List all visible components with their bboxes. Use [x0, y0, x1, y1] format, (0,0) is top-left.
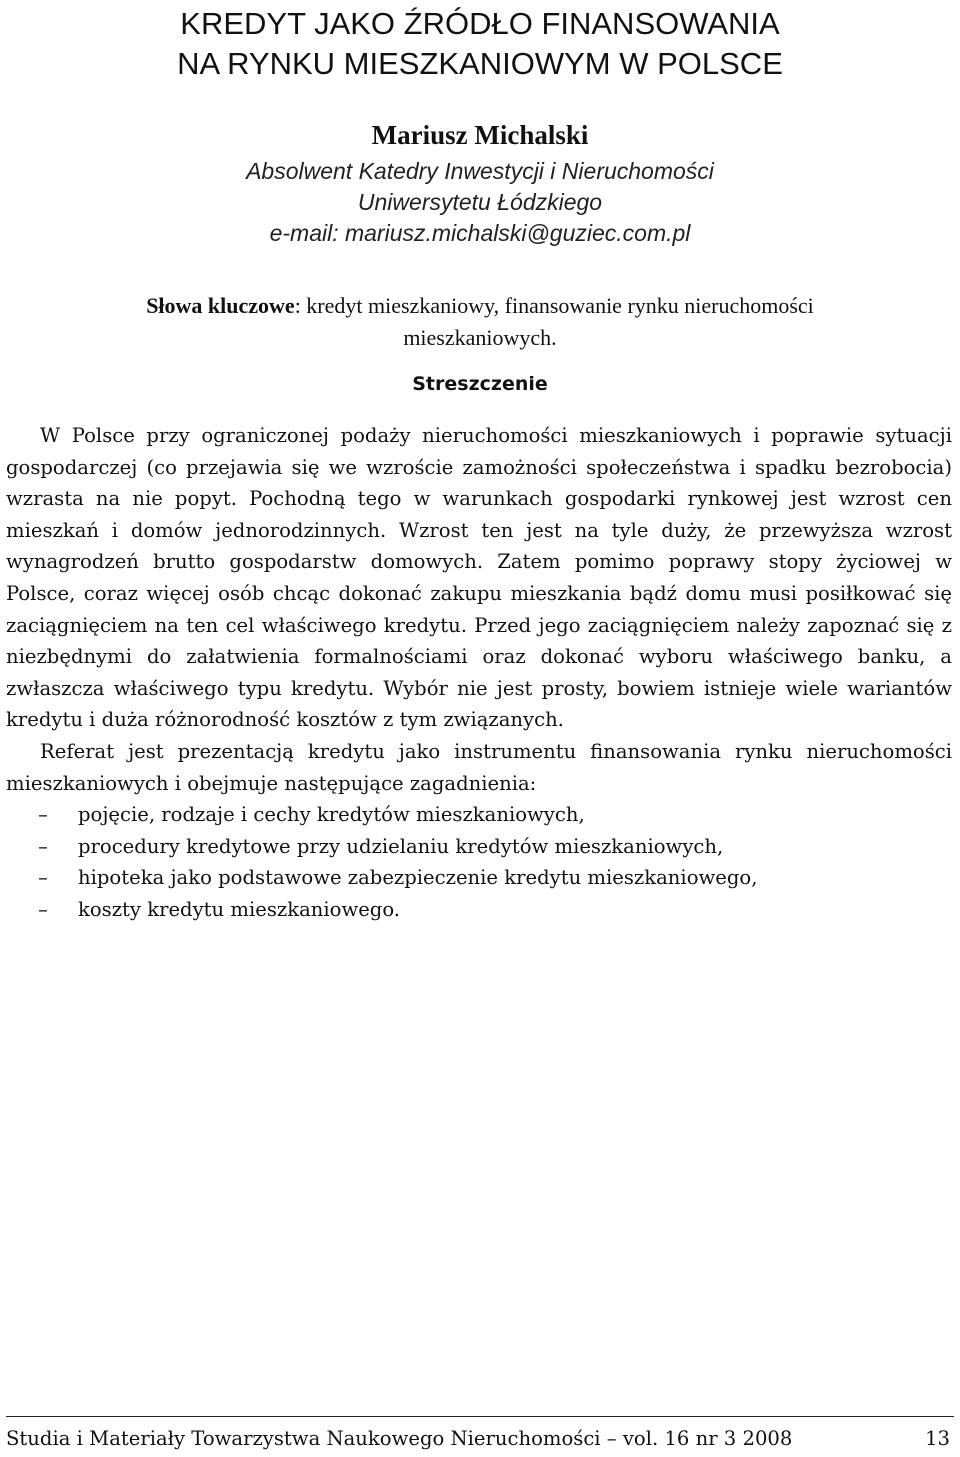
list-item [6, 799, 952, 831]
abstract-paragraph-2: Referat jest prezentacją kredytu jako instrumentu finansowania rynku nieruchomości mieszkaniowych i obejmuje następujące zagadnienia: [6, 739, 952, 795]
keywords-text-2: mieszkaniowych. [403, 325, 557, 350]
keywords-label: Słowa kluczowe [146, 293, 295, 318]
list-item-text: procedury kredytowe przy udzielaniu kredytów mieszkaniowych, [78, 834, 724, 858]
list-item [6, 862, 952, 894]
list-item-text: pojęcie, rodzaje i cechy kredytów mieszkaniowych, [78, 803, 585, 827]
abstract-heading: Streszczenie [412, 373, 548, 395]
abstract-body [6, 420, 952, 926]
keywords-line-1 [0, 290, 960, 322]
page-footer [6, 1424, 954, 1454]
list-dash: – [38, 897, 48, 921]
title-line-1: KREDYT JAKO ŹRÓDŁO FINANSOWANIA [180, 6, 780, 41]
list-item-text: hipoteka jako podstawowe zabezpieczenie kredytu mieszkaniowego, [78, 866, 758, 890]
author-affiliation [0, 156, 960, 249]
author-email: e-mail: mariusz.michalski@guziec.com.pl [269, 220, 691, 246]
abstract-paragraph-1: W Polsce przy ograniczonej podaży nieruchomości mieszkaniowych i poprawie sytuacji gospodarczej (co przejawia się we wzroście zamożności społeczeństwa i spadku bezrobocia) wzrasta na nie popyt. Pochodną tego w warunkach gospodarki rynkowej jest wzrost cen mieszkań i domów jednorodzinnych. Wzrost ten jest na tyle duży, że przewyższa wzrost wynagrodzeń brutto gospodarstw domowych. Zatem pomimo poprawy stopy życiowej w Polsce, coraz więcej osób chcąc dokonać zakupu mieszkania bądź domu musi posiłkować się zaciągnięciem na ten cel właściwego kredytu. Przed jego zaciągnięciem należy zapoznać się z niezbędnymi do załatwienia formalnościami oraz dokonać wyboru właściwego banku, a zwłaszcza właściwego typu kredytu. Wybór nie jest prosty, bowiem istnieje wiele wariantów kredytu i duża różnorodność kosztów z tym związanych. [6, 424, 952, 732]
affiliation-line-1: Absolwent Katedry Inwestycji i Nieruchomości [246, 158, 714, 184]
list-item [6, 894, 952, 926]
list-item-text: koszty kredytu mieszkaniowego. [78, 897, 401, 921]
list-dash: – [38, 834, 48, 858]
topics-list [6, 799, 952, 925]
author-name: Mariusz Michalski [371, 120, 589, 150]
list-dash: – [38, 866, 48, 890]
journal-citation: Studia i Materiały Towarzystwa Naukowego Nieruchomości – vol. 16 nr 3 2008 [6, 1427, 793, 1450]
page-number: 13 [925, 1427, 950, 1450]
paper-title [0, 4, 960, 84]
footer-divider [6, 1416, 954, 1417]
affiliation-line-2: Uniwersytetu Łódzkiego [357, 189, 603, 215]
title-line-2: NA RYNKU MIESZKANIOWYM W POLSCE [177, 46, 783, 81]
list-dash: – [38, 803, 48, 827]
keywords-text-1: : kredyt mieszkaniowy, finansowanie rynku nieruchomości [294, 293, 814, 318]
list-item [6, 831, 952, 863]
keywords [0, 290, 960, 354]
